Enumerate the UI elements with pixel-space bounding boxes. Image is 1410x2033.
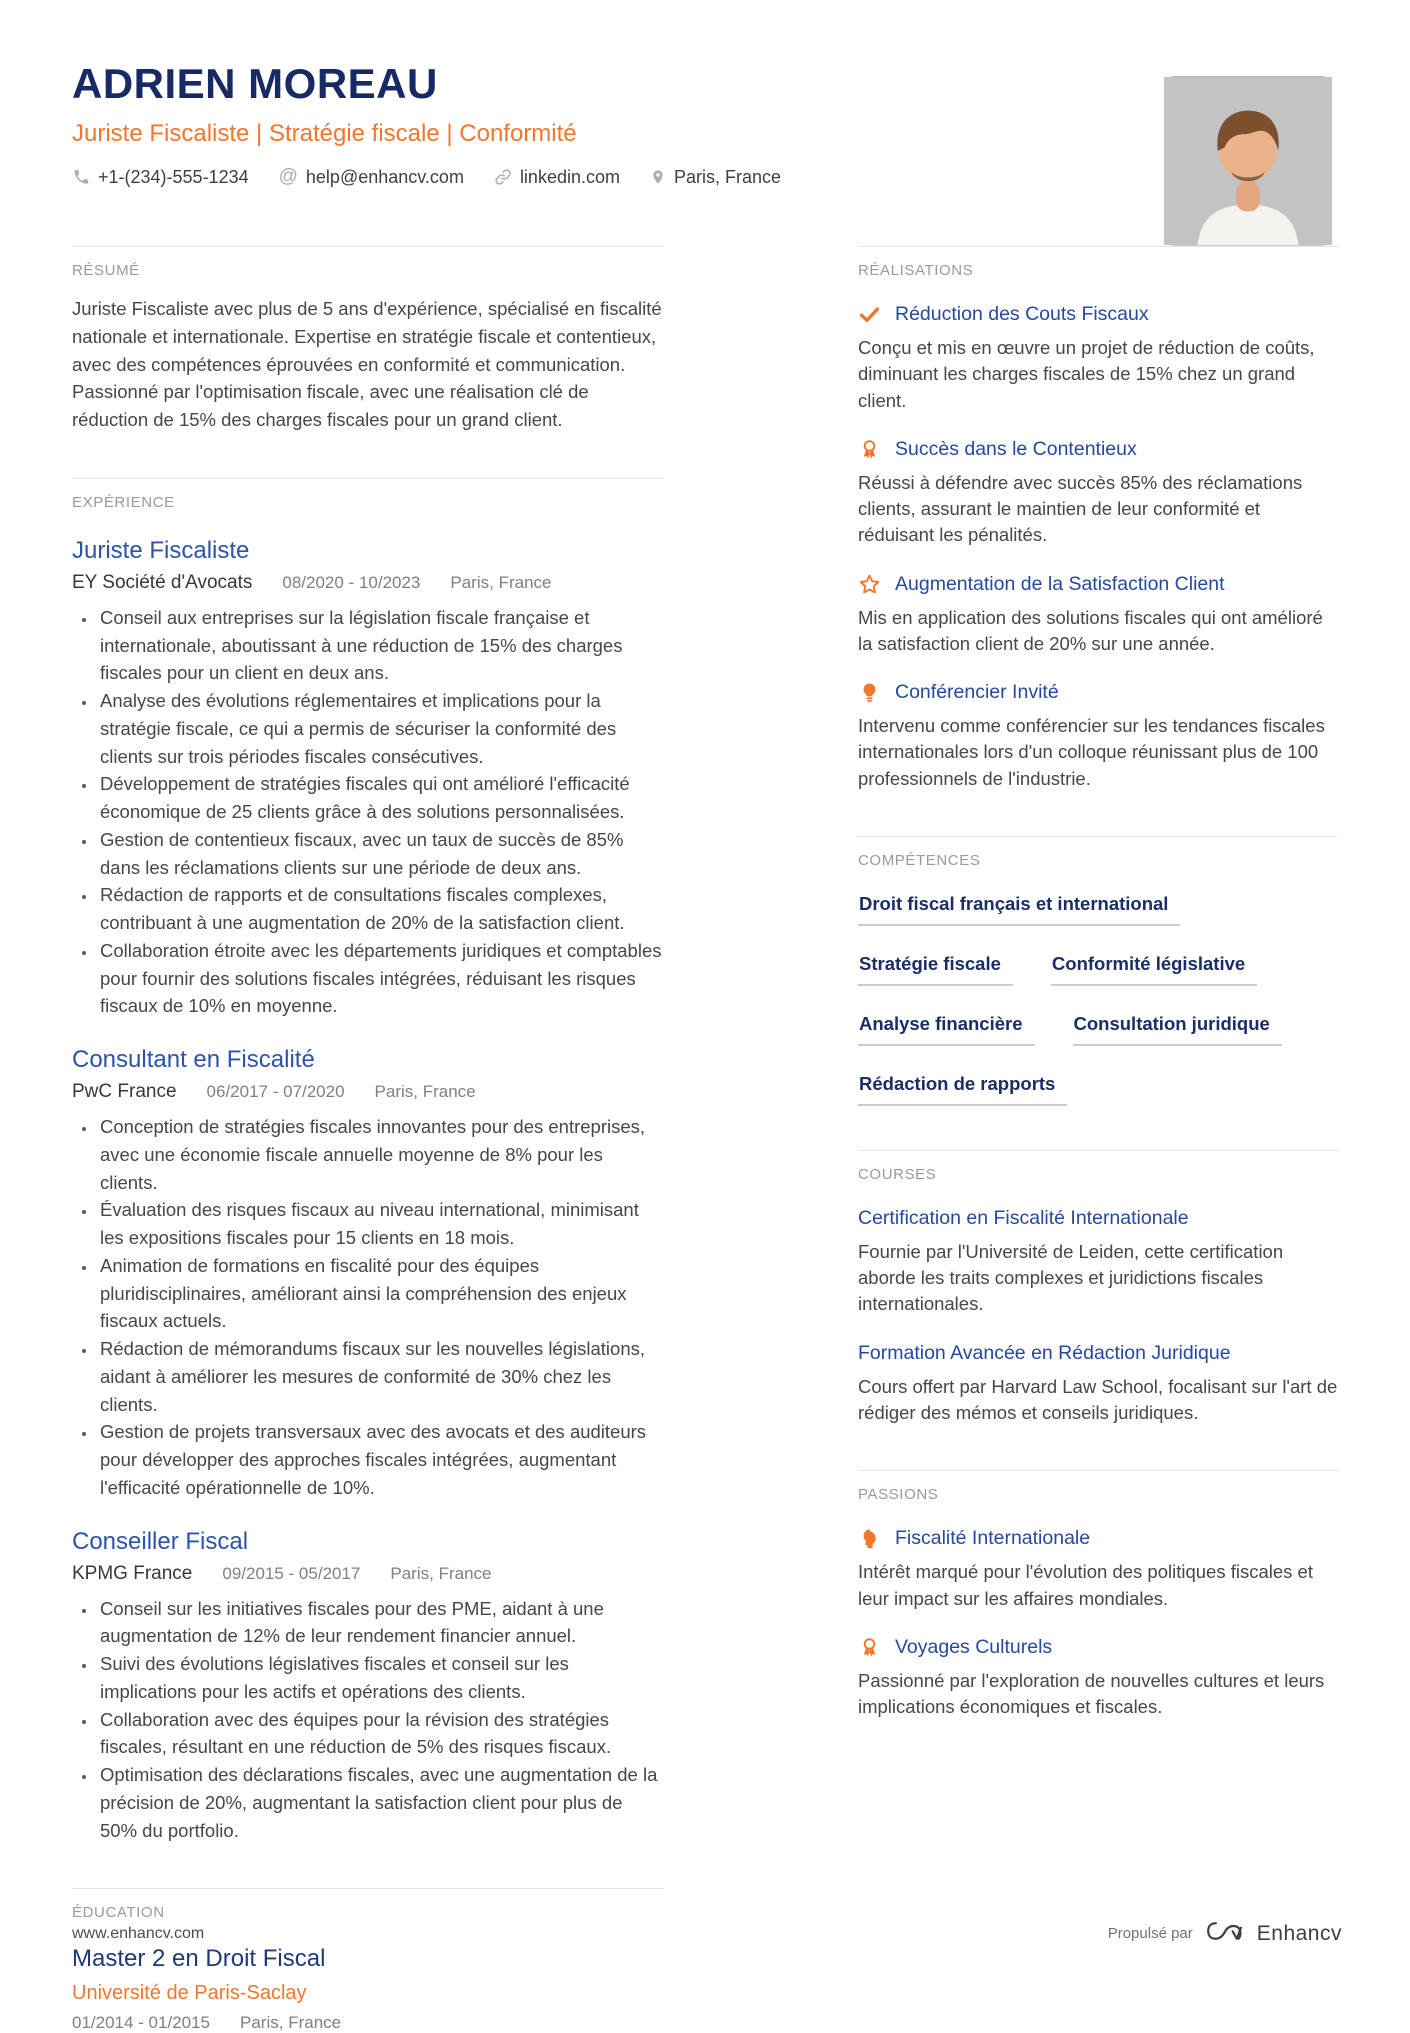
experience-section bbox=[72, 478, 664, 1845]
skill-tag: Rédaction de rapports bbox=[858, 1073, 1067, 1106]
summary-text: Juriste Fiscaliste avec plus de 5 ans d'expérience, spécialisé en fiscalité nationale et internationale. Expertise en stratégie fiscale et contentieux, avec des compétences éprouvées en conformité et communication. Passionné par l'optimisation fiscale, avec une réalisation clé de réduction de 15% des charges fiscales pour un grand client. bbox=[72, 298, 662, 430]
lightbulb-icon bbox=[858, 681, 881, 704]
job-bullet: • Gestion de projets transversaux avec des avocats et des auditeurs pour développer des approches fiscales intégrées, augmentant l'efficacité opérationnelle de 10%. bbox=[97, 1418, 664, 1501]
job-location: Paris, France bbox=[390, 1563, 492, 1583]
job-entry bbox=[72, 1528, 664, 1845]
brand-name[interactable]: Enhancv bbox=[1256, 1921, 1342, 1945]
job-bullet: • Rédaction de mémorandums fiscaux sur les nouvelles législations, aidant à améliorer les mesures de conformité de 30% chez les clients. bbox=[97, 1335, 664, 1418]
job-entry bbox=[72, 537, 664, 1020]
achievement-head bbox=[858, 303, 1338, 326]
check-icon bbox=[858, 303, 881, 326]
passion-item bbox=[858, 1636, 1338, 1721]
education-degree: Master 2 en Droit Fiscal bbox=[72, 1945, 326, 1973]
summary-section bbox=[72, 246, 664, 434]
job-dates: 08/2020 - 10/2023 bbox=[282, 572, 421, 592]
passion-head bbox=[858, 1527, 1338, 1550]
passion-text: Intérêt marqué pour l'évolution des politiques fiscales et leur impact sur les affaires mondiales. bbox=[858, 1561, 1313, 1609]
job-bullet: • Évaluation des risques fiscaux au niveau international, minimisant les expositions fiscales pour 15 clients en 18 mois. bbox=[97, 1196, 664, 1252]
achievement-title: Conférencier Invité bbox=[895, 681, 1059, 704]
enhancv-logo-icon bbox=[1205, 1918, 1245, 1949]
course-text: Cours offert par Harvard Law School, focalisant sur l'art de rédiger des mémos et conseils juridiques. bbox=[858, 1375, 1338, 1423]
achievement-item bbox=[858, 681, 1338, 792]
course-item bbox=[858, 1207, 1338, 1318]
job-bullet: • Animation de formations en fiscalité pour des équipes pluridisciplinaires, améliorant ainsi la compréhension des enjeux fiscaux actuels. bbox=[97, 1252, 664, 1335]
education-label: ÉDUCATION bbox=[72, 1904, 165, 1922]
job-bullet: • Conseil aux entreprises sur la législation fiscale française et internationale, aboutissant à une réduction de 15% des charges fiscales pour un client en deux ans. bbox=[97, 604, 664, 687]
education-meta bbox=[72, 2013, 664, 2033]
job-bullet: • Analyse des évolutions réglementaires et implications pour la stratégie fiscale, ce qui a permis de sécuriser la conformité des clients sur trois périodes fiscales consécutives. bbox=[97, 687, 664, 770]
location-pin-icon bbox=[650, 168, 666, 186]
person-headline: Juriste Fiscaliste | Stratégie fiscale | Conformité bbox=[72, 120, 577, 147]
job-title: Consultant en Fiscalité bbox=[72, 1046, 315, 1073]
skill-tag: Conformité législative bbox=[1051, 953, 1257, 986]
location-value: Paris, France bbox=[673, 166, 782, 187]
education-location: Paris, France bbox=[240, 2013, 342, 2033]
skill-tag: Stratégie fiscale bbox=[858, 953, 1013, 986]
achievement-item bbox=[858, 573, 1338, 658]
email-value: help@enhancv.com bbox=[305, 166, 464, 187]
passion-item bbox=[858, 1527, 1338, 1612]
course-title: Formation Avancée en Rédaction Juridique bbox=[858, 1341, 1231, 1364]
achievement-title: Réduction des Couts Fiscaux bbox=[895, 303, 1149, 325]
job-bullets bbox=[72, 1595, 664, 1845]
person-name: ADRIEN MOREAU bbox=[72, 60, 438, 107]
medal-icon bbox=[858, 1636, 881, 1659]
footer-brand-group bbox=[1108, 1918, 1342, 1949]
passions-section bbox=[858, 1470, 1338, 1720]
job-company: EY Société d'Avocats bbox=[72, 571, 253, 593]
job-title: Juriste Fiscaliste bbox=[72, 536, 250, 564]
phone-contact bbox=[72, 167, 249, 188]
skill-tag: Analyse financière bbox=[858, 1013, 1035, 1046]
link-icon bbox=[494, 168, 512, 186]
achievement-title: Succès dans le Contentieux bbox=[895, 437, 1137, 460]
achievement-head bbox=[858, 573, 1338, 596]
medal-icon bbox=[858, 438, 881, 461]
achievements-section bbox=[858, 246, 1338, 792]
passions-label: PASSIONS bbox=[858, 1486, 939, 1504]
job-bullet: • Collaboration avec des équipes pour la révision des stratégies fiscales, résultant en une réduction de 5% des risques fiscaux. bbox=[97, 1706, 664, 1762]
course-item bbox=[858, 1342, 1338, 1427]
at-icon: @ bbox=[278, 166, 298, 187]
phone-icon bbox=[72, 168, 90, 186]
powered-by-label: Propulsé par bbox=[1107, 1925, 1193, 1942]
job-bullet: • Conception de stratégies fiscales innovantes pour des entreprises, avec une économie fiscale annuelle moyenne de 8% pour les clients. bbox=[97, 1113, 664, 1196]
job-location: Paris, France bbox=[374, 1082, 476, 1101]
achievement-title: Augmentation de la Satisfaction Client bbox=[895, 572, 1225, 595]
star-icon bbox=[858, 573, 881, 596]
achievement-text: Réussi à défendre avec succès 85% des réclamations clients, assurant le maintien de leur conformité et réduisant les pénalités. bbox=[858, 471, 1303, 546]
achievement-head bbox=[858, 438, 1338, 461]
job-location: Paris, France bbox=[450, 572, 552, 592]
achievements-label: RÉALISATIONS bbox=[858, 262, 974, 279]
head-icon bbox=[858, 1527, 881, 1550]
job-bullet: • Suivi des évolutions législatives fiscales et conseil sur les implications pour les actifs et opérations des clients. bbox=[97, 1650, 664, 1706]
job-entry bbox=[72, 1046, 664, 1502]
achievement-text: Mis en application des solutions fiscales qui ont amélioré la satisfaction client de 20% sur une année. bbox=[858, 606, 1323, 654]
job-bullet: • Gestion de contentieux fiscaux, avec un taux de succès de 85% dans les réclamations clients sur une période de deux ans. bbox=[97, 826, 664, 882]
content-columns bbox=[72, 246, 1338, 2033]
course-text: Fournie par l'Université de Leiden, cette certification aborde les traits complexes et juridictions fiscales internationales. bbox=[858, 1240, 1284, 1315]
profile-photo-illustration bbox=[1164, 76, 1332, 246]
course-title: Certification en Fiscalité Internationale bbox=[858, 1206, 1189, 1229]
location-contact bbox=[650, 167, 781, 188]
achievement-item bbox=[858, 303, 1338, 414]
education-dates: 01/2014 - 01/2015 bbox=[72, 2013, 211, 2033]
courses-section bbox=[858, 1150, 1338, 1426]
job-bullet: • Collaboration étroite avec les départements juridiques et comptables pour fournir des solutions fiscales intégrées, réduisant les risques fiscaux de 10% en moyenne. bbox=[97, 937, 664, 1020]
job-meta bbox=[72, 1563, 664, 1585]
job-bullet: • Rédaction de rapports et de consultations fiscales complexes, contribuant à une augmentation de 20% de la satisfaction client. bbox=[97, 881, 664, 937]
job-bullets bbox=[72, 604, 664, 1020]
skills-section bbox=[858, 836, 1338, 1106]
job-company: PwC France bbox=[72, 1081, 177, 1102]
job-bullets bbox=[72, 1113, 664, 1502]
linkedin-value: linkedin.com bbox=[519, 166, 620, 187]
skills-list bbox=[858, 893, 1338, 1106]
achievement-text: Intervenu comme conférencier sur les tendances fiscales internationales lors d'un colloque réunissant plus de 100 professionnels de l'industrie. bbox=[858, 715, 1325, 789]
skills-label: COMPÉTENCES bbox=[858, 851, 981, 869]
profile-photo bbox=[1164, 76, 1332, 246]
passion-head bbox=[858, 1636, 1338, 1659]
job-dates: 09/2015 - 05/2017 bbox=[222, 1563, 361, 1583]
job-bullet: • Développement de stratégies fiscales qui ont amélioré l'efficacité économique de 25 clients grâce à des solutions personnalisées. bbox=[97, 770, 664, 826]
achievement-head bbox=[858, 681, 1338, 704]
achievement-text: Conçu et mis en œuvre un projet de réduction de coûts, diminuant les charges fiscales de 15% chez un grand client. bbox=[858, 337, 1315, 411]
footer-site-link[interactable]: www.enhancv.com bbox=[72, 1924, 205, 1942]
phone-value: +1-(234)-555-1234 bbox=[98, 166, 249, 187]
experience-label: EXPÉRIENCE bbox=[72, 493, 175, 511]
job-title: Conseiller Fiscal bbox=[72, 1527, 249, 1555]
summary-label: RÉSUMÉ bbox=[72, 262, 140, 279]
skill-tag: Consultation juridique bbox=[1073, 1013, 1282, 1046]
email-contact[interactable] bbox=[279, 166, 464, 188]
job-meta bbox=[72, 1081, 664, 1103]
linkedin-contact[interactable] bbox=[494, 167, 620, 188]
job-dates: 06/2017 - 07/2020 bbox=[206, 1082, 345, 1101]
footer bbox=[72, 1918, 1342, 1949]
skill-tag: Droit fiscal français et international bbox=[858, 893, 1180, 926]
passion-title: Voyages Culturels bbox=[895, 1635, 1053, 1658]
education-school: Université de Paris-Saclay bbox=[72, 1982, 307, 2005]
job-meta bbox=[72, 572, 664, 594]
header bbox=[72, 60, 1338, 188]
job-bullet: • Conseil sur les initiatives fiscales pour des PME, aidant à une augmentation de 12% de leur rendement financier annuel. bbox=[97, 1595, 664, 1651]
passion-text: Passionné par l'exploration de nouvelles cultures et leurs implications économiques et fiscales. bbox=[858, 1669, 1325, 1718]
right-column bbox=[858, 246, 1338, 2033]
passion-title: Fiscalité Internationale bbox=[895, 1527, 1091, 1550]
contact-row bbox=[72, 166, 1338, 188]
job-bullet: • Optimisation des déclarations fiscales, avec une augmentation de la précision de 20%, augmentant la satisfaction client pour plus de 50% du portfolio. bbox=[97, 1761, 664, 1844]
left-column bbox=[72, 246, 664, 2033]
job-company: KPMG France bbox=[72, 1562, 193, 1584]
education-section bbox=[72, 1888, 664, 2033]
achievement-item bbox=[858, 438, 1338, 549]
courses-label: COURSES bbox=[858, 1165, 937, 1183]
